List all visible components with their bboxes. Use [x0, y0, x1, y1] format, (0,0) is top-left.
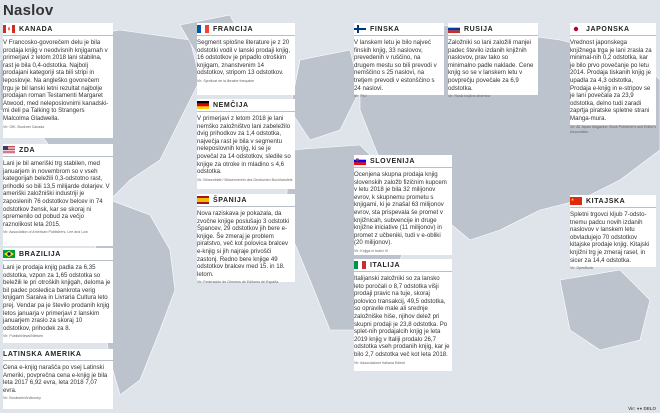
panel-latinska-amerika [3, 349, 113, 409]
country-name: SLOVENIJA [370, 157, 416, 165]
china-flag-icon [570, 197, 582, 205]
panel-text: V primerjavi z letom 2018 je lani nemško založništvo lani zabeležilo dvig prihodkov za 1,4 odstotka, največja rast je bila v segmentu neleposlovnih knjig, ki se je povečal za 14 odstotkov, sledile so knjige za otroke in mladino s 4,6 odstotka. [197, 115, 291, 176]
country-name: JAPONSKA [586, 25, 630, 33]
panel-slovenija [354, 155, 452, 255]
credit-label: Vir: ●● DELO [628, 406, 656, 411]
panel-header [354, 259, 452, 272]
panel-brazilija [3, 248, 113, 343]
panel-kitajska [570, 195, 656, 271]
country-name: FRANCIJA [213, 25, 254, 33]
japan-flag-icon [570, 25, 582, 33]
panel-text: V lanskem letu je bilo najveć finskih knjig, 33 naslovov, prevedenih v ruščino, na drugem mestu so bili prevodi v nemščino s 25 naslovi, na tretjem prevodi v estonščino s 24 naslovi. [354, 39, 437, 92]
panel-source: Vir: Associazione Italiana Editori [354, 360, 406, 365]
panel-header [3, 349, 113, 361]
panel-text: Italijanski založniki so za lansko leto poročali o 8,7 odstotka višji prodaji pravic na tuje, skoraj polovico transakcij, 49,5 odstotka, so opravile male ali srednje založniške hiše, njihov delež pri skupni prodaji je 23,8 odstotka. Po splet-nih prodajalcih knjig je leta 2019 knjig v Italiji prodalo 26,7 odstotka vseh prodanih knjig, kar je bilo 2,7 odstotka več kot leta 2018. [354, 275, 450, 358]
panel-source: Vir: Syndicat de la librairie française [197, 78, 255, 83]
panel-text: Segment splošne literature je z 20 odstotki vodil v lanski prodaji knjig, 16 odstotkov je pripadlo otroškim knjigam, znanstvenim 14 odstotkov, stripom 13 odstotkov. [197, 39, 291, 77]
panel-header [197, 23, 295, 36]
panel-source: Vir: PublishNews/Nielsen [3, 334, 44, 339]
panel-source: Vir: GfK, Booknet Canada [3, 124, 45, 129]
panel-zda [3, 144, 113, 246]
panel-text: Lani je bil ameriški trg stabilen, med januarjem in novembrom so v vseh kategorijah beležili 0,3-odstotno rast, prihodki so bili 13,5 milijarde dolarjev. V ameriški založniški industriji je zaposlenih 76 odstotkov belcev in 74 odstotkov žensk, kar se skoraj ni spremenilo od pobud za večjo raznolikost leta 2015. [3, 160, 110, 228]
panel-header [354, 155, 452, 168]
panel-rusija [448, 23, 538, 99]
panel-header [3, 23, 113, 36]
country-name: FINSKA [370, 25, 400, 33]
finland-flag-icon [354, 25, 366, 33]
panel-text: Založniki so lani založili manjei padec število izdanih knjižnih naslovov, prav tako so minimalno padle naklade. Cene knjig so se v lanskem letu v povprečju povečale za 6,9 odstotka. [448, 39, 534, 92]
usa-flag-icon [3, 146, 15, 154]
panel-source: Vir: FILI [354, 94, 367, 99]
france-flag-icon [197, 25, 209, 33]
panel-source: Vir: Association of American Publishers, Lee and Low [3, 230, 88, 235]
panel-header [197, 99, 295, 112]
panel-nemcija [197, 99, 295, 189]
panel-header [448, 23, 538, 36]
canada-flag-icon [3, 25, 15, 33]
panel-source: Vir: All Japan Magazine, Book Publisher's and Editor's Association [570, 124, 657, 134]
panel-source: Vir: OpenBook [570, 266, 594, 271]
panel-text: V Francosko-govorečem delu je bila prodaja knjig v neodvisnih knjigarnah v primerjavi z letom 2018 lani stabilna, rast je bila 0,4-odstotka. Najbolj prodajani kategoriji sta bili stripi in leposlovje. Na angleško govorečem trgu je bil lanski letni rezultat najbolje prodajan roman Testamenti Margaret Atwood, med neleposlovnimi kanadski-mi deli pa Talking to Strangers Malcolma Gladwella. [3, 39, 109, 122]
brazil-flag-icon [3, 250, 15, 258]
country-name: KANADA [19, 25, 53, 33]
panel-header [354, 23, 444, 36]
germany-flag-icon [197, 101, 209, 109]
country-name: LATINSKA AMERIKA [3, 351, 82, 358]
slovenia-flag-icon [354, 157, 366, 165]
panel-francija [197, 23, 295, 95]
country-name: KITAJSKA [586, 197, 626, 205]
country-name: ZDA [19, 146, 36, 154]
country-name: ITALIJA [370, 261, 401, 269]
panel-kanada [3, 23, 113, 138]
country-name: NEMČIJA [213, 101, 249, 109]
panel-spanija [197, 194, 295, 285]
panel-text: Nova raziskava je pokazala, da zvočne knjige poslušajo 3 odstotki Špancev, 29 odstotkov jih bere e-knjige. Še zmeraj je problem piratstvo, več kot polovica bralcev e-knjig si jih najraje privošči zastonj. Redno bere knjige 49 odstotkov bralcev med 15. in 18. letom. [197, 210, 290, 278]
country-name: RUSIJA [464, 25, 494, 33]
panel-text: Cena e-knjig narašča po vsej Latinski Ameriki, povprečna cena e-knjig je bila leta 2017 6,92 evra, leta 2018 7,07 evra. [3, 364, 108, 394]
country-name: BRAZILIJA [19, 250, 61, 258]
page-title: Naslov [3, 2, 54, 19]
panel-header [3, 248, 113, 261]
panel-source: Vir: Ruski knjižna zbornica [448, 94, 491, 99]
panel-header [570, 195, 656, 208]
panel-text: Vrednost japonskega knjižnega trga je lani zrasla za minimal-nih 0,2 odstotka, kar je bilo prvo povečanje po letu 2014. Prodaja tiskanih knjig je upadla za 4,3 odstotka, Prodaja e-knjig in e-stripov se je lani povečala za 23,9 odstotka, delno tudi zaradi zaprtja piratske spletne strani Manga-mura. [570, 39, 652, 122]
panel-text: Lani je prodaja knjig padla za 6,35 odstotka, vzpon za 1,65 odstotka so beležili le pri otroških knjigah, deloma je bil padec posledica bankrota verig knjigarn Saraiva in Livraria Cultura leto prej. Vendar pa je število prodanih knjig letos januarja v primerjavi z lanskim januarjem zraslo za skoraj 10 odstotkov, prihodek za 8. [3, 264, 111, 332]
panel-source: Vir: Bookwire/Arcibooky [3, 396, 41, 401]
panel-source: Vir: Federación de Gremios de Editores de España [197, 280, 279, 285]
panel-japonska [570, 23, 657, 134]
russia-flag-icon [448, 25, 460, 33]
italy-flag-icon [354, 261, 366, 269]
panel-source: Vir: Knjiga in bralci VI [354, 248, 389, 253]
panel-source: Vir: Börsenblatt / Börsenverein des Deutschen Buchhandels [197, 177, 293, 182]
panel-text: Spletni trgovci kljub 7-odsto-tnemu padcu novih izdanih naslovov v lanskem letu obvladujejo 70 odstotkov kitajske prodaje knjig. Kitajski knjižni trg je zmeraj rasel, in sicer za 14,4 odstotka. [570, 211, 650, 264]
panel-header [3, 144, 113, 157]
panel-finska [354, 23, 444, 99]
panel-header [570, 23, 656, 36]
spain-flag-icon [197, 196, 209, 204]
panel-text: Ocenjena skupna prodaja knjig slovenskih založb fizičnim kupcem v letu 2018 je bila 32 milijonov evrov, k skupnemu prometu s knjigami, ki je znašal 63 milijonov evrov, sta prispevala še promet v knjižnicah, subvencije in druge knjižne iniciative (11 milijonov) in promet z učbeniki, tudi v e-obliki (20 milijonov). [354, 171, 447, 247]
panel-italija [354, 259, 452, 371]
country-name: ŠPANIJA [213, 196, 248, 204]
panel-header [197, 194, 295, 207]
